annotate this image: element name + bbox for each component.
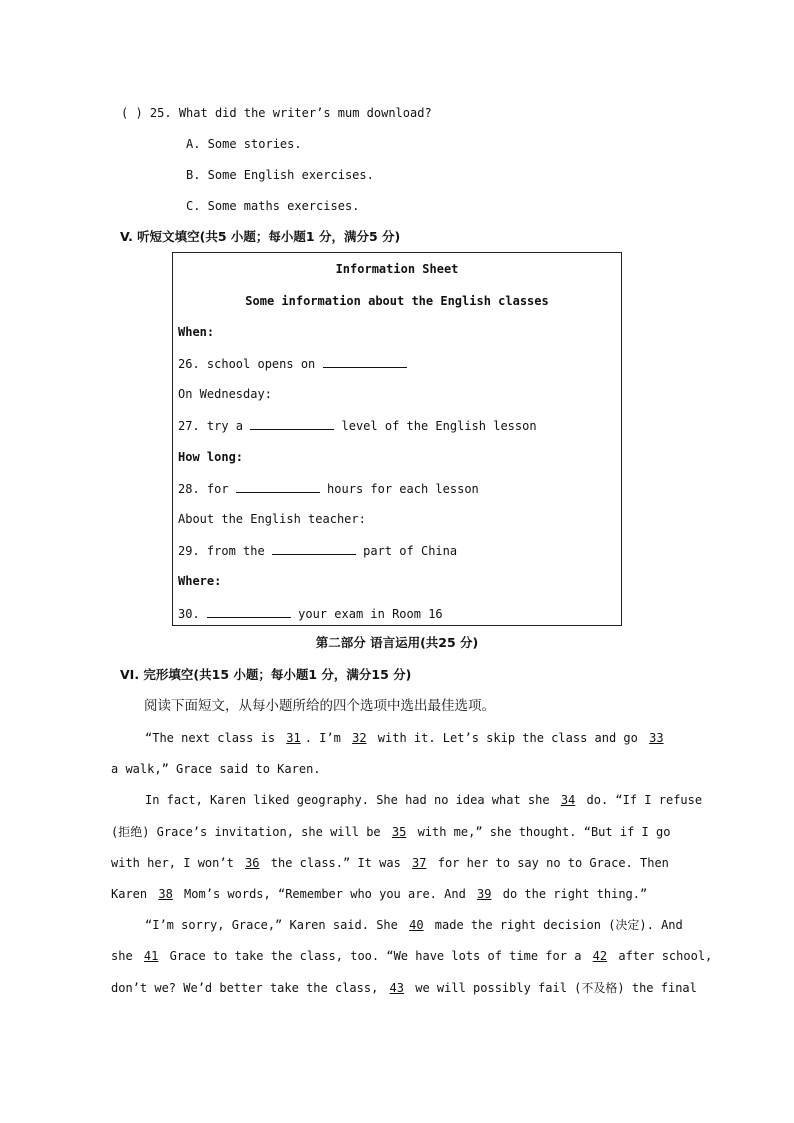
blank-29[interactable]	[272, 542, 356, 555]
blank-30[interactable]	[207, 605, 291, 618]
label-where: Where:	[178, 574, 222, 588]
passage-line-8: she 41 Grace to take the class, too. “We have lots of time for a 42 after school,	[111, 949, 713, 963]
passage-line-2: a walk,” Grace said to Karen.	[111, 762, 321, 776]
label-when: When:	[178, 325, 215, 339]
option-b: B. Some English exercises.	[186, 168, 374, 182]
blank-31[interactable]: 31	[286, 731, 301, 745]
blank-37[interactable]: 37	[412, 856, 427, 870]
sheet-subtitle: Some information about the English classes	[245, 294, 549, 308]
answer-paren: ( )	[121, 106, 143, 120]
section-6-heading: VI. 完形填空(共15 小题；每小题1 分，满分15 分)	[120, 667, 412, 682]
blank-40[interactable]: 40	[409, 918, 424, 932]
item-28: 28. for hours for each lesson	[178, 482, 479, 496]
blank-42[interactable]: 42	[592, 949, 608, 963]
blank-26[interactable]	[323, 355, 407, 368]
question-25	[121, 105, 432, 121]
blank-33[interactable]: 33	[649, 731, 664, 745]
passage-line-3: In fact, Karen liked geography. She had no idea what she 34 do. “If I refuse	[145, 793, 703, 807]
blank-35[interactable]: 35	[391, 825, 407, 839]
blank-36[interactable]: 36	[245, 856, 260, 870]
section-5-heading: V. 听短文填空(共5 小题；每小题1 分，满分5 分)	[120, 229, 401, 244]
option-c: C. Some maths exercises.	[186, 199, 360, 213]
instruction: 阅读下面短文，从每小题所给的四个选项中选出最佳选项。	[144, 698, 495, 714]
blank-43[interactable]: 43	[389, 981, 404, 995]
label-on-wednesday: On Wednesday:	[178, 387, 272, 401]
item-30: 30. your exam in Room 16	[178, 607, 443, 621]
item-29: 29. from the part of China	[178, 544, 458, 558]
blank-32[interactable]: 32	[352, 731, 367, 745]
question-stem: 25. What did the writer’s mum download?	[149, 106, 432, 120]
item-27: 27. try a level of the English lesson	[178, 419, 537, 433]
passage-line-7: “I’m sorry, Grace,” Karen said. She 40 made the right decision (决定). And	[145, 918, 683, 932]
blank-39[interactable]: 39	[477, 887, 492, 901]
blank-34[interactable]: 34	[560, 793, 576, 807]
blank-38[interactable]: 38	[158, 887, 173, 901]
blank-27[interactable]	[250, 417, 334, 430]
passage-line-1: “The next class is 31 . I’m 32 with it. Let’s skip the class and go 33	[145, 730, 668, 746]
item-26: 26. school opens on	[178, 355, 407, 372]
passage-line-9: don’t we? We’d better take the class, 43 we will possibly fail (不及格) the final	[111, 981, 697, 995]
sheet-title: Information Sheet	[335, 262, 459, 276]
passage-line-5: with her, I won’t 36 the class.” It was 37 for her to say no to Grace. Then	[111, 856, 669, 870]
label-how-long: How long:	[178, 450, 244, 464]
label-about-teacher: About the English teacher:	[178, 512, 366, 526]
passage-line-4: (拒绝) Grace’s invitation, she will be 35 with me,” she thought. “But if I go	[111, 825, 671, 839]
passage-line-6: Karen 38 Mom’s words, “Remember who you are. And 39 do the right thing.”	[111, 887, 648, 901]
blank-28[interactable]	[236, 480, 320, 493]
blank-41[interactable]: 41	[143, 949, 159, 963]
option-a: A. Some stories.	[186, 137, 302, 151]
part-2-heading: 第二部分 语言运用(共25 分)	[315, 635, 479, 650]
